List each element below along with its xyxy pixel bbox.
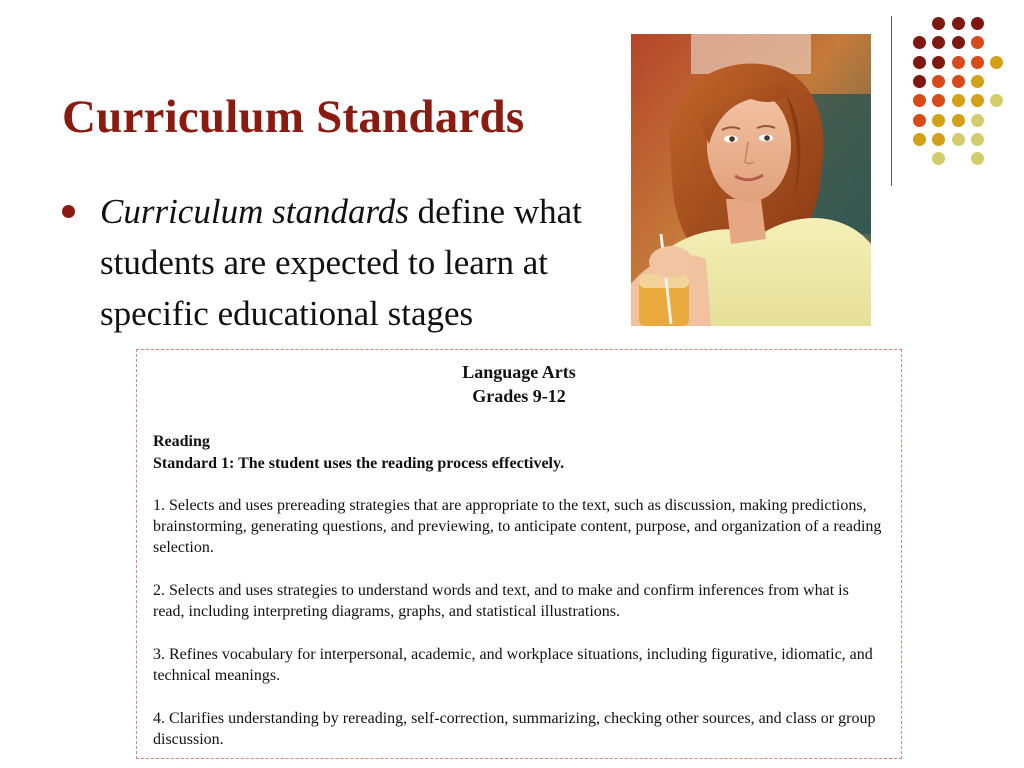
- decorative-dot: [913, 56, 926, 69]
- decorative-dot: [913, 114, 926, 127]
- student-photo: [631, 34, 871, 326]
- decorative-dot: [932, 94, 945, 107]
- standards-document: [136, 349, 902, 759]
- decorative-dot: [971, 17, 984, 30]
- bullet-dot: [62, 205, 75, 218]
- doc-item-3: 3. Refines vocabulary for interpersonal, academic, and workplace situations, including figurative, idiomatic, and technical meanings.: [153, 646, 873, 684]
- decorative-dot: [932, 114, 945, 127]
- doc-item-2: 2. Selects and uses strategies to understand words and text, and to make and confirm inferences from what is read, including interpreting diagrams, graphs, and statistical illustrations.: [153, 582, 849, 620]
- decorative-dot: [932, 56, 945, 69]
- decorative-dot: [952, 133, 965, 146]
- slide-title: Curriculum Standards: [62, 91, 525, 143]
- decorative-dot: [913, 36, 926, 49]
- decorative-dot: [952, 94, 965, 107]
- bullet-rest: define what students are expected to learn at specific educational stages: [100, 192, 582, 333]
- decorative-dot: [971, 114, 984, 127]
- vertical-divider: [891, 16, 892, 186]
- doc-item-4: 4. Clarifies understanding by rereading, self-correction, summarizing, checking other sources, and class or group discussion.: [153, 710, 876, 748]
- decorative-dot: [952, 17, 965, 30]
- decorative-dot: [913, 75, 926, 88]
- decorative-dot: [952, 56, 965, 69]
- decorative-dot: [932, 75, 945, 88]
- doc-heading-subject: Language Arts: [462, 362, 576, 382]
- decorative-dot: [971, 94, 984, 107]
- decorative-dot: [971, 75, 984, 88]
- doc-standard: Standard 1: The student uses the reading process effectively.: [153, 455, 565, 472]
- decorative-dot: [971, 133, 984, 146]
- decorative-dot: [952, 114, 965, 127]
- decorative-dot: [932, 133, 945, 146]
- decorative-dot: [952, 36, 965, 49]
- decorative-dot: [913, 133, 926, 146]
- doc-item-1: 1. Selects and uses prereading strategies that are appropriate to the text, such as discussion, making predictions, brainstorming, generating questions, and previewing, to anticipate content, purpose, and organization of a reading selection.: [153, 497, 882, 556]
- decorative-dot: [971, 152, 984, 165]
- decorative-dot: [952, 75, 965, 88]
- decorative-dot: [971, 36, 984, 49]
- bullet-text: [100, 186, 630, 339]
- decorative-dot: [990, 56, 1003, 69]
- decorative-dot: [932, 152, 945, 165]
- decorative-dot: [971, 56, 984, 69]
- decorative-dot: [990, 94, 1003, 107]
- bullet-term: Curriculum standards: [100, 192, 409, 231]
- doc-section-title: Reading: [153, 433, 210, 450]
- decorative-dot: [913, 94, 926, 107]
- decorative-dot: [932, 17, 945, 30]
- decorative-dot: [932, 36, 945, 49]
- doc-heading-grades: Grades 9-12: [472, 386, 566, 406]
